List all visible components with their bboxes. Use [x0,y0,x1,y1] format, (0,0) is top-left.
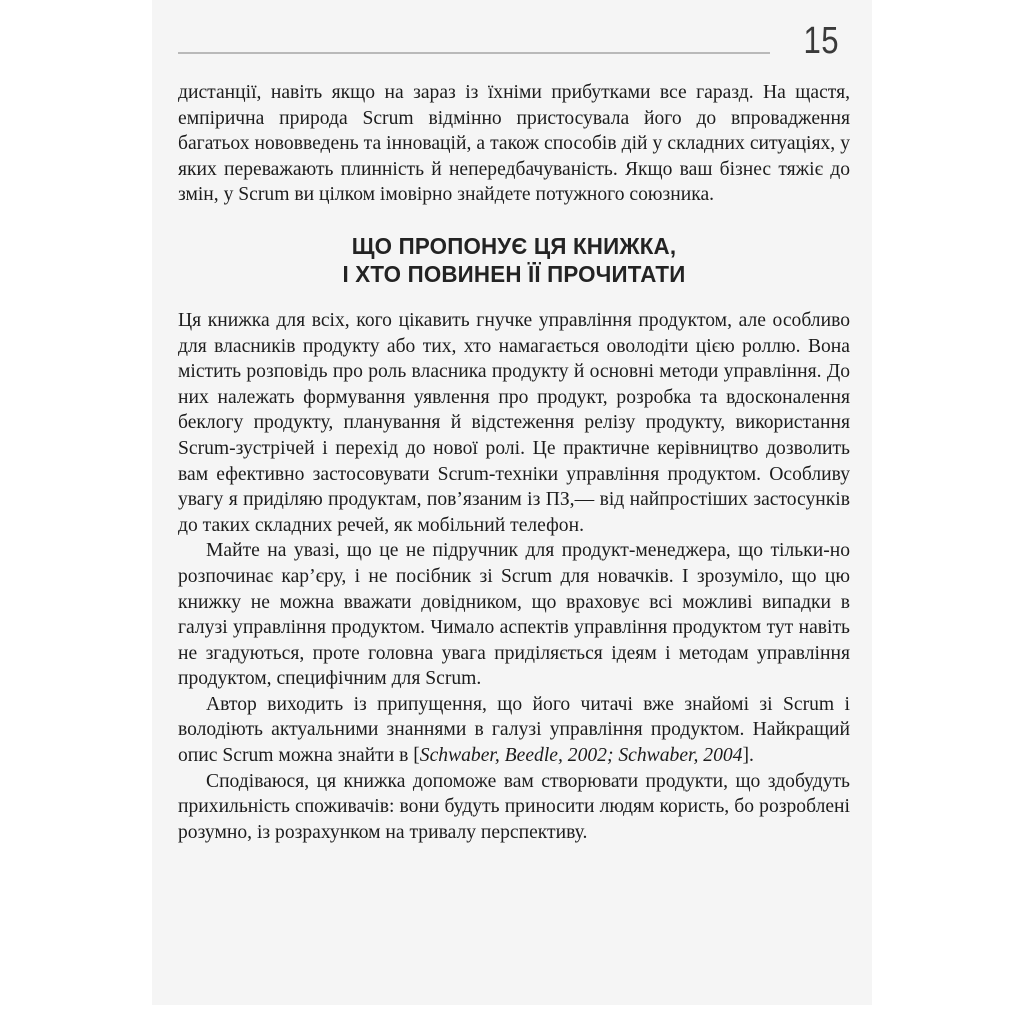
text-column [178,80,850,845]
paragraph-assumptions-text: Автор виходить із припущення, що його читачі вже знайомі зі Scrum і володіють актуальними знаннями в галузі управління продуктом. Найкращий опис Scrum можна знайти в [ [178,693,850,767]
page-number: 15 [803,20,840,62]
running-head [152,0,872,80]
section-heading [195,208,833,308]
paragraph-closing: Сподіваюся, ця книжка допоможе вам створювати продукти, що здобудуть прихильність споживачів: вони будуть приносити людям користь, бо розроблені розумно, із розрахунком на тривалу перспективу. [178,770,850,843]
paragraph-assumptions-tail: ]. [742,745,754,767]
header-rule [178,52,770,54]
section-heading-line-2: І ХТО ПОВИНЕН ЇЇ ПРОЧИТАТИ [342,261,686,288]
paragraph-assumptions [178,692,850,769]
paragraph-intro: дистанції, навіть якщо на зараз із їхніми прибутками все гаразд. На щастя, емпірична природа Scrum відмінно пристосувала його до впровадження багатьох нововведень та інновацій, а також способів дій у складних ситуаціях, у яких переважають плинність й непередбачуваність. Якщо ваш бізнес тяжіє до змін, у Scrum ви цілком імовірно знайдете потужного союзника. [178,82,850,206]
paragraph-audience: Ця книжка для всіх, кого цікавить гнучке управління продуктом, але особливо для власників продукту або тих, хто намагається оволодіти цією роллю. Вона містить розповідь про роль власника продукту й основні методи управління. До них належать формування уявлення про продукт, розробка та вдосконалення беклогу продукту, планування й відстеження релізу продукту, використання Scrum-зустрічей і перехід до нової ролі. Це практичне керівництво дозволить вам ефективно застосовувати Scrum-техніки управління продуктом. Особливу увагу я приділяю продуктам, пов’язаним із ПЗ,— від найпростіших застосунків до таких складних речей, як мобільний телефон. [178,309,850,536]
section-heading-line-1: ЩО ПРОПОНУЄ ЦЯ КНИЖКА, [351,232,677,259]
citation-reference: Schwaber, Beedle, 2002; Schwaber, 2004 [419,745,743,767]
paragraph-scope: Майте на увазі, що це не підручник для продукт-менеджера, що тільки-но розпочинає кар’єру, і не посібник зі Scrum для новачків. І зрозуміло, що цю книжку не можна вважати довідником, що враховує всі можливі випадки в галузі управління продуктом. Чимало аспектів управління продуктом тут навіть не згадуються, проте головна увага приділяється ідеям і методам управління продуктом, специфічним для Scrum. [178,540,850,690]
page-sheet [152,0,872,1005]
